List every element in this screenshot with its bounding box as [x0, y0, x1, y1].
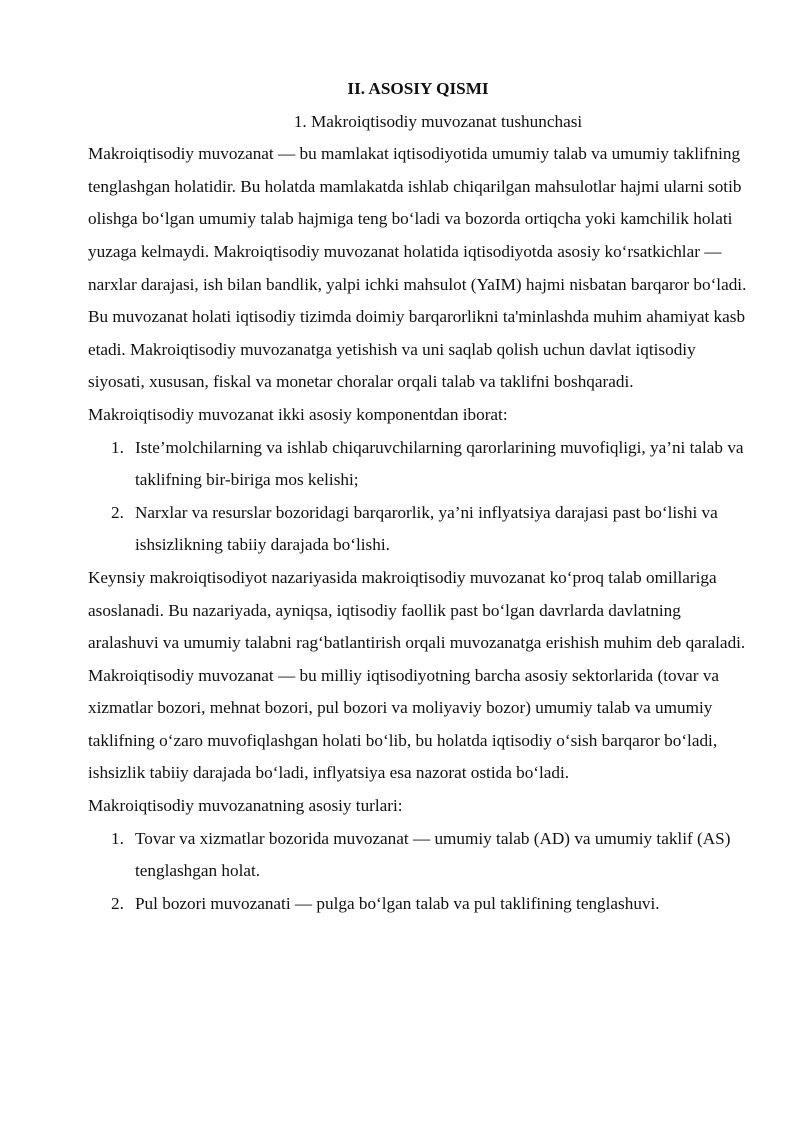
section-heading: II. ASOSIY QISMI	[347, 79, 489, 98]
paragraph-components-intro: Makroiqtisodiy muvozanat ikki asosiy komponentdan iborat:	[88, 404, 508, 424]
types-list	[88, 823, 748, 921]
list-item	[88, 823, 748, 888]
list-item-number: 2.	[111, 893, 124, 913]
list-item-number: 1.	[111, 828, 124, 848]
list-item	[88, 497, 748, 562]
paragraph-sectors: Makroiqtisodiy muvozanat — bu milliy iqtisodiyotning barcha asosiy sektorlarida (tovar va xizmatlar bozori, mehnat bozori, pul bozori va moliyaviy bozor) umumiy talab va umumiy taklifning o‘zaro muvofiqlashgan holati bo‘lib, bu holatda iqtisodiy o‘sish barqaror bo‘ladi, ishsizlik tabiiy darajada bo‘ladi, inflyatsiya esa nazorat ostida bo‘ladi.	[88, 665, 720, 783]
list-item-number: 2.	[111, 502, 124, 522]
paragraph-importance: Bu muvozanat holati iqtisodiy tizimda doimiy barqarorlikni ta'minlashda muhim ahamiyat kasb etadi. Makroiqtisodiy muvozanatga yetishish va uni saqlab qolish uchun davlat iqtisodiy siyosati, xususan, fiskal va monetar choralar orqali talab va taklifni boshqaradi.	[88, 307, 746, 392]
list-item	[88, 888, 748, 921]
paragraph-definition: Makroiqtisodiy muvozanat — bu mamlakat iqtisodiyotida umumiy talab va umumiy taklifning tenglashgan holatidir. Bu holatda mamlakatda ishlab chiqarilgan mahsulotlar hajmi ularni sotib olishga bo‘lgan umumiy talab hajmiga teng bo‘ladi va bozorda ortiqcha yoki kamchilik holati yuzaga kelmaydi. Makroiqtisodiy muvozanat holatida iqtisodiyotda asosiy ko‘rsatkichlar — narxlar darajasi, ish bilan bandlik, yalpi ichki mahsulot (YaIM) hajmi nisbatan barqaror bo‘ladi.	[88, 144, 747, 294]
subsection-heading: 1. Makroiqtisodiy muvozanat tushunchasi	[293, 111, 583, 131]
paragraph-keynesian: Keynsiy makroiqtisodiyot nazariyasida makroiqtisodiy muvozanat ko‘proq talab omillariga asoslanadi. Bu nazariyada, ayniqsa, iqtisodiy faollik past bo‘lgan davrlarda davlatning aralashuvi va umumiy talabni rag‘batlantirish orqali muvozanatga erishish muhim deb qaraladi.	[88, 567, 746, 653]
list-item-text: Iste’molchilarning va ishlab chiqaruvchilarning qarorlarining muvofiqligi, ya’ni talab va taklifning bir-biriga mos kelishi;	[135, 437, 744, 490]
list-item-number: 1.	[111, 437, 124, 457]
list-item	[88, 432, 748, 497]
document-body	[88, 73, 748, 920]
list-item-text: Tovar va xizmatlar bozorida muvozanat — umumiy talab (AD) va umumiy taklif (AS) tenglashgan holat.	[135, 828, 731, 881]
list-item-text: Pul bozori muvozanati — pulga bo‘lgan talab va pul taklifining tenglashuvi.	[135, 893, 660, 913]
list-item-text: Narxlar va resurslar bozoridagi barqarorlik, ya’ni inflyatsiya darajasi past bo‘lishi va ishsizlikning tabiiy darajada bo‘lishi.	[135, 502, 718, 555]
components-list	[88, 432, 748, 562]
paragraph-types-intro: Makroiqtisodiy muvozanatning asosiy turlari:	[88, 796, 403, 816]
